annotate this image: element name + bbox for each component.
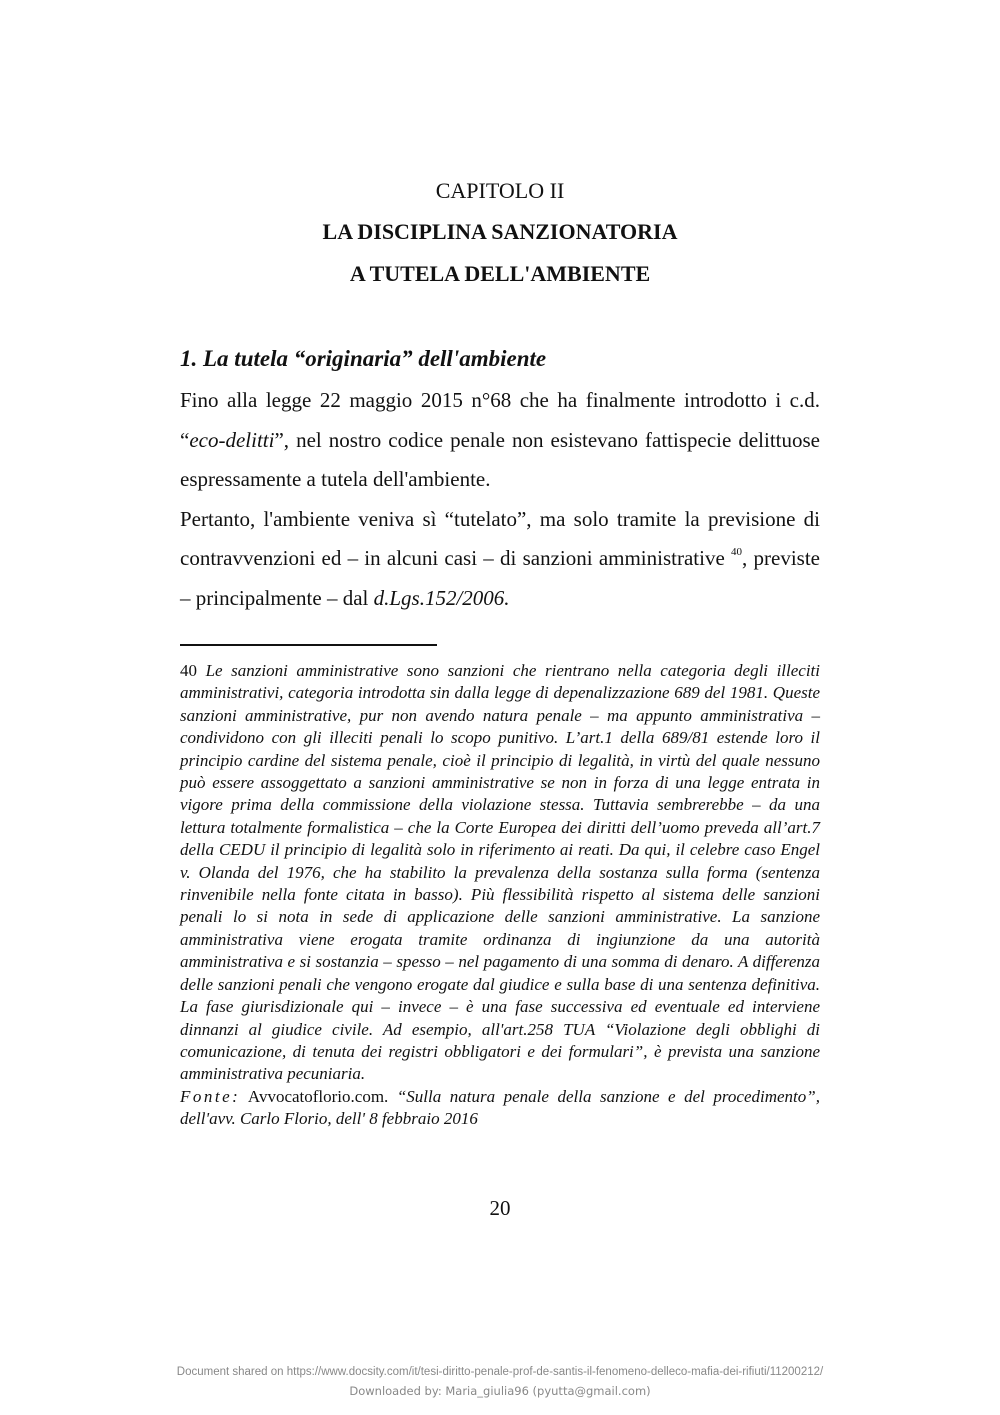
paragraph-2: [180, 500, 820, 619]
chapter-number: CAPITOLO II: [435, 178, 565, 203]
download-notice: Downloaded by: Maria_giulia96 (pyutta@gmail.com): [349, 1384, 651, 1398]
page-number: 20: [489, 1196, 511, 1220]
footnote: [180, 660, 820, 1131]
p2-text-b: , previste – principalmente – dal: [180, 546, 820, 610]
paragraph-1: [180, 381, 820, 500]
footnote-source: [180, 1086, 820, 1131]
chapter-title-line2: A TUTELA DELL'AMBIENTE: [349, 261, 651, 286]
fonte-site: Avvocatoflorio.com.: [240, 1086, 397, 1106]
footnote-body: [180, 660, 820, 1086]
footnote-divider: [180, 644, 437, 646]
fonte-citation: “Sulla natura penale della sanzione e del procedimento”, dell'avv. Carlo Florio, dell' 8 febbraio 2016: [180, 1086, 820, 1129]
p2-text-a: Pertanto, l'ambiente veniva sì “tutelato”, ma solo tramite la previsione di contravvenzioni ed – in alcuni casi – di sanzioni amministrative: [180, 506, 820, 570]
footnote-number: 40: [180, 661, 197, 680]
chapter-title-line1: LA DISCIPLINA SANZIONATORIA: [322, 219, 678, 244]
shared-notice: Document shared on https://www.docsity.com/it/tesi-diritto-penale-prof-de-santis-il-fenomeno-delleco-mafia-dei-rifiuti/11200212/: [176, 1366, 824, 1378]
footnote-text: Le sanzioni amministrative sono sanzioni che rientrano nella categoria degli illeciti amministrativi, categoria introdotta sin dalla legge di depenalizzazione 689 del 1981. Queste sanzioni amministrative, pur non avendo natura penale – ma appunto amministrativa – condividono con gli illeciti penali lo scopo punitivo. L’art.1 della 689/81 estende loro il principio cardine del sistema penale, cioè il principio di legalità, in virtù del quale nessuno può essere assoggettato a sanzioni amministrative se non in forza di una legge entrata in vigore prima della commissione della violazione stessa. Tuttavia sembrerebbe – da una lettura totalmente formalistica – che la Corte Europea dei diritti dell’uomo preveda all’art.7 della CEDU il principio di legalità solo in riferimento ai reati. Da qui, il celebre caso Engel v. Olanda del 1976, che ha stabilito la prevalenza della sostanza sulla forma (sentenza rinvenibile nella fonte citata in basso). Più flessibilità rispetto al sistema delle sanzioni penali lo si nota in sede di applicazione delle sanzioni amministrative. La sanzione amministrativa viene erogata tramite ordinanza di ingiunzione da una autorità amministrativa e si sostanzia – spesso – nel pagamento di una somma di denaro. A differenza delle sanzioni penali che vengono erogate dal giudice e sulla base di una sentenza definitiva. La fase giurisdizionale qui – invece – è una fase successiva ed eventuale ed interviene dinnanzi al giudice civile. Ad esempio, all'art.258 TUA “Violazione degli obblighi di comunicazione, di tenuta dei registri obbligatori e dei formulari”, è prevista una sanzione amministrativa pecuniaria.: [180, 661, 821, 1084]
fonte-label: Fonte:: [180, 1086, 241, 1106]
p1-text-a: Fino alla legge 22 maggio 2015 n°68 che ha finalmente introdotto i c.d. “: [180, 388, 820, 452]
section-heading: 1. La tutela “originaria” dell'ambiente: [180, 346, 547, 371]
footnote-ref[interactable]: 40: [731, 546, 743, 558]
body-text: [180, 381, 820, 618]
p1-italic: eco-delitti: [189, 427, 275, 452]
p1-text-b: ”, nel nostro codice penale non esistevano fattispecie delittuose espressamente a tutela dell'ambiente.: [180, 427, 820, 491]
p2-italic: d.Lgs.152/2006.: [373, 585, 510, 610]
